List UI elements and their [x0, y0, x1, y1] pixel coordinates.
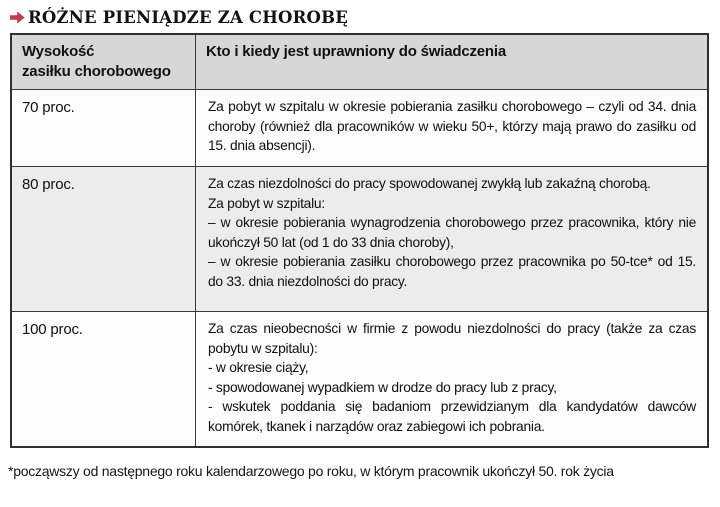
sick-pay-table — [10, 33, 709, 448]
desc-paragraph: Za pobyt w szpitalu w okresie pobierania zasiłku chorobowego – czyli od 34. dnia choroby (również dla pracowników w wieku 50+, którzy mają prawo do zasiłku od 15. dnia absencji). — [208, 99, 696, 154]
desc-paragraph: Za czas niezdolności do pracy spowodowanej zwykłą lub zakaźną chorobą. — [208, 176, 651, 191]
desc-paragraph: - wskutek poddania się badaniom przewidzianym dla kandydatów dawców komórek, tkanek i narządów oraz zabiegowi ich pobrania. — [208, 399, 696, 434]
header-col1-line1: Wysokość — [22, 43, 95, 60]
table-header-benefit-amount — [12, 35, 195, 89]
desc-paragraph: – w okresie pobierania zasiłku chorobowego przez pracownika po 50-tce* od 15. do 33. dnia niezdolności do pracy. — [208, 254, 696, 289]
table-header-who-when: Kto i kiedy jest uprawniony do świadczenia — [195, 35, 707, 89]
desc-paragraph: - w okresie ciąży, — [208, 360, 309, 376]
article-title-row — [10, 7, 720, 27]
desc-paragraph: Za pobyt w szpitalu: — [208, 195, 325, 211]
table-row-rate-70: 70 proc. — [12, 89, 195, 166]
table-row-rate-80: 80 proc. — [12, 166, 195, 311]
page-title: RÓŻNE PIENIĄDZE ZA CHOROBĘ — [28, 7, 349, 27]
table-row-desc-100 — [195, 311, 707, 446]
desc-paragraph: – w okresie pobierania wynagrodzenia chorobowego przez pracownika, który nie ukończył 50 lat (od 1 do 33 dnia choroby), — [208, 215, 696, 250]
footnote-text: *począwszy od następnego roku kalendarzowego po roku, w którym pracownik ukończył 50. rok życia — [8, 463, 614, 479]
table-row-desc-70 — [195, 89, 707, 166]
arrow-right-icon — [10, 11, 25, 24]
header-col1-line2: zasiłku chorobowego — [22, 63, 171, 81]
table-row-desc-80 — [195, 166, 707, 311]
desc-paragraph: - spowodowanej wypadkiem w drodze do pracy lub z pracy, — [208, 379, 557, 395]
table-row-rate-100: 100 proc. — [12, 311, 195, 446]
desc-paragraph: Za czas nieobecności w firmie z powodu niezdolności do pracy (także za czas pobytu w szpitalu): — [208, 321, 696, 356]
